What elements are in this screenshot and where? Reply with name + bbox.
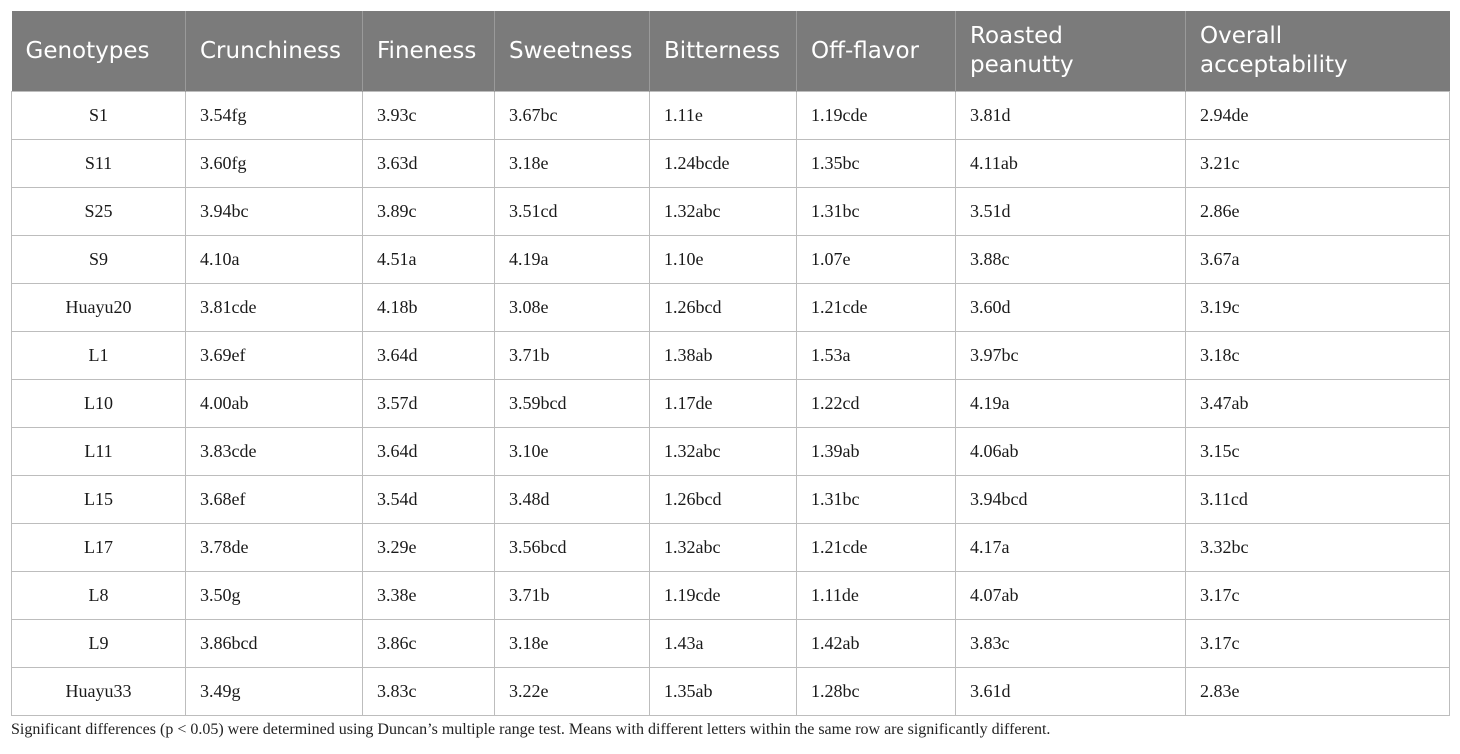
table-cell: 3.93c bbox=[363, 92, 495, 140]
genotype-cell: L15 bbox=[12, 476, 186, 524]
table-row bbox=[12, 332, 1450, 380]
genotype-cell: S1 bbox=[12, 92, 186, 140]
table-cell: 1.26bcd bbox=[650, 284, 797, 332]
table-cell: 1.07e bbox=[797, 236, 956, 284]
table-cell: 3.19c bbox=[1186, 284, 1450, 332]
table-row bbox=[12, 524, 1450, 572]
table-cell: 3.38e bbox=[363, 572, 495, 620]
table-cell: 3.63d bbox=[363, 140, 495, 188]
table-cell: 3.51d bbox=[956, 188, 1186, 236]
table-cell: 3.49g bbox=[186, 668, 363, 716]
table-cell: 4.19a bbox=[956, 380, 1186, 428]
table-cell: 3.88c bbox=[956, 236, 1186, 284]
data-table-container bbox=[11, 11, 1449, 716]
table-cell: 3.64d bbox=[363, 428, 495, 476]
table-cell: 4.07ab bbox=[956, 572, 1186, 620]
table-cell: 3.54d bbox=[363, 476, 495, 524]
table-cell: 3.83cde bbox=[186, 428, 363, 476]
table-cell: 1.17de bbox=[650, 380, 797, 428]
column-header: Roasted peanutty bbox=[956, 11, 1186, 92]
table-cell: 3.60fg bbox=[186, 140, 363, 188]
table-cell: 3.48d bbox=[495, 476, 650, 524]
table-cell: 4.11ab bbox=[956, 140, 1186, 188]
genotype-cell: Huayu33 bbox=[12, 668, 186, 716]
table-cell: 3.10e bbox=[495, 428, 650, 476]
column-header: Off-flavor bbox=[797, 11, 956, 92]
genotype-cell: Huayu20 bbox=[12, 284, 186, 332]
table-cell: 1.38ab bbox=[650, 332, 797, 380]
sensory-table bbox=[11, 11, 1450, 716]
table-cell: 3.21c bbox=[1186, 140, 1450, 188]
column-header: Fineness bbox=[363, 11, 495, 92]
genotype-cell: S25 bbox=[12, 188, 186, 236]
table-row bbox=[12, 140, 1450, 188]
table-cell: 3.86c bbox=[363, 620, 495, 668]
table-cell: 1.32abc bbox=[650, 524, 797, 572]
table-cell: 3.15c bbox=[1186, 428, 1450, 476]
column-header: Sweetness bbox=[495, 11, 650, 92]
table-cell: 1.53a bbox=[797, 332, 956, 380]
table-cell: 3.32bc bbox=[1186, 524, 1450, 572]
column-header: Overall acceptability bbox=[1186, 11, 1450, 92]
table-cell: 3.08e bbox=[495, 284, 650, 332]
table-cell: 3.60d bbox=[956, 284, 1186, 332]
table-cell: 1.32abc bbox=[650, 188, 797, 236]
table-cell: 3.64d bbox=[363, 332, 495, 380]
table-cell: 3.94bcd bbox=[956, 476, 1186, 524]
genotype-cell: L8 bbox=[12, 572, 186, 620]
table-row bbox=[12, 188, 1450, 236]
table-cell: 4.19a bbox=[495, 236, 650, 284]
table-cell: 3.83c bbox=[956, 620, 1186, 668]
table-cell: 4.00ab bbox=[186, 380, 363, 428]
table-cell: 2.94de bbox=[1186, 92, 1450, 140]
table-cell: 1.24bcde bbox=[650, 140, 797, 188]
table-cell: 3.61d bbox=[956, 668, 1186, 716]
table-row bbox=[12, 476, 1450, 524]
table-cell: 1.32abc bbox=[650, 428, 797, 476]
table-cell: 4.17a bbox=[956, 524, 1186, 572]
table-cell: 1.35ab bbox=[650, 668, 797, 716]
table-row bbox=[12, 668, 1450, 716]
table-cell: 4.10a bbox=[186, 236, 363, 284]
table-row bbox=[12, 428, 1450, 476]
table-cell: 3.94bc bbox=[186, 188, 363, 236]
table-cell: 3.56bcd bbox=[495, 524, 650, 572]
table-cell: 1.43a bbox=[650, 620, 797, 668]
table-cell: 3.18e bbox=[495, 620, 650, 668]
table-cell: 3.22e bbox=[495, 668, 650, 716]
table-cell: 1.19cde bbox=[650, 572, 797, 620]
table-row bbox=[12, 572, 1450, 620]
table-cell: 3.29e bbox=[363, 524, 495, 572]
table-cell: 1.39ab bbox=[797, 428, 956, 476]
table-cell: 3.57d bbox=[363, 380, 495, 428]
table-cell: 1.31bc bbox=[797, 476, 956, 524]
table-cell: 3.83c bbox=[363, 668, 495, 716]
genotype-cell: L17 bbox=[12, 524, 186, 572]
table-cell: 1.21cde bbox=[797, 524, 956, 572]
table-cell: 3.50g bbox=[186, 572, 363, 620]
table-cell: 3.81cde bbox=[186, 284, 363, 332]
table-cell: 1.42ab bbox=[797, 620, 956, 668]
table-cell: 2.83e bbox=[1186, 668, 1450, 716]
table-cell: 1.35bc bbox=[797, 140, 956, 188]
table-cell: 3.67bc bbox=[495, 92, 650, 140]
table-cell: 3.59bcd bbox=[495, 380, 650, 428]
table-cell: 1.11de bbox=[797, 572, 956, 620]
table-cell: 3.51cd bbox=[495, 188, 650, 236]
table-cell: 1.22cd bbox=[797, 380, 956, 428]
table-cell: 4.06ab bbox=[956, 428, 1186, 476]
table-cell: 4.51a bbox=[363, 236, 495, 284]
column-header: Bitterness bbox=[650, 11, 797, 92]
table-cell: 3.47ab bbox=[1186, 380, 1450, 428]
table-cell: 1.26bcd bbox=[650, 476, 797, 524]
table-cell: 1.11e bbox=[650, 92, 797, 140]
table-cell: 1.31bc bbox=[797, 188, 956, 236]
table-body bbox=[12, 92, 1450, 716]
table-cell: 3.78de bbox=[186, 524, 363, 572]
table-header-row bbox=[12, 11, 1450, 92]
table-cell: 3.18e bbox=[495, 140, 650, 188]
genotype-cell: L10 bbox=[12, 380, 186, 428]
table-cell: 3.97bc bbox=[956, 332, 1186, 380]
table-row bbox=[12, 92, 1450, 140]
genotype-cell: L11 bbox=[12, 428, 186, 476]
table-cell: 3.54fg bbox=[186, 92, 363, 140]
table-cell: 3.71b bbox=[495, 572, 650, 620]
table-cell: 3.17c bbox=[1186, 620, 1450, 668]
column-header: Genotypes bbox=[12, 11, 186, 92]
table-cell: 1.10e bbox=[650, 236, 797, 284]
genotype-cell: L1 bbox=[12, 332, 186, 380]
table-cell: 3.17c bbox=[1186, 572, 1450, 620]
table-cell: 1.19cde bbox=[797, 92, 956, 140]
genotype-cell: S9 bbox=[12, 236, 186, 284]
genotype-cell: S11 bbox=[12, 140, 186, 188]
table-row bbox=[12, 236, 1450, 284]
table-cell: 2.86e bbox=[1186, 188, 1450, 236]
table-cell: 3.18c bbox=[1186, 332, 1450, 380]
genotype-cell: L9 bbox=[12, 620, 186, 668]
table-cell: 3.86bcd bbox=[186, 620, 363, 668]
column-header: Crunchiness bbox=[186, 11, 363, 92]
table-cell: 3.81d bbox=[956, 92, 1186, 140]
table-row bbox=[12, 380, 1450, 428]
table-cell: 3.68ef bbox=[186, 476, 363, 524]
table-cell: 1.28bc bbox=[797, 668, 956, 716]
table-footnote: Significant differences (p < 0.05) were determined using Duncan’s multiple range test. Means with different letters within the same row are significantly different. bbox=[11, 721, 1051, 738]
table-cell: 3.71b bbox=[495, 332, 650, 380]
table-cell: 3.11cd bbox=[1186, 476, 1450, 524]
table-cell: 4.18b bbox=[363, 284, 495, 332]
table-cell: 3.67a bbox=[1186, 236, 1450, 284]
table-cell: 3.89c bbox=[363, 188, 495, 236]
table-cell: 1.21cde bbox=[797, 284, 956, 332]
table-cell: 3.69ef bbox=[186, 332, 363, 380]
table-row bbox=[12, 284, 1450, 332]
table-row bbox=[12, 620, 1450, 668]
